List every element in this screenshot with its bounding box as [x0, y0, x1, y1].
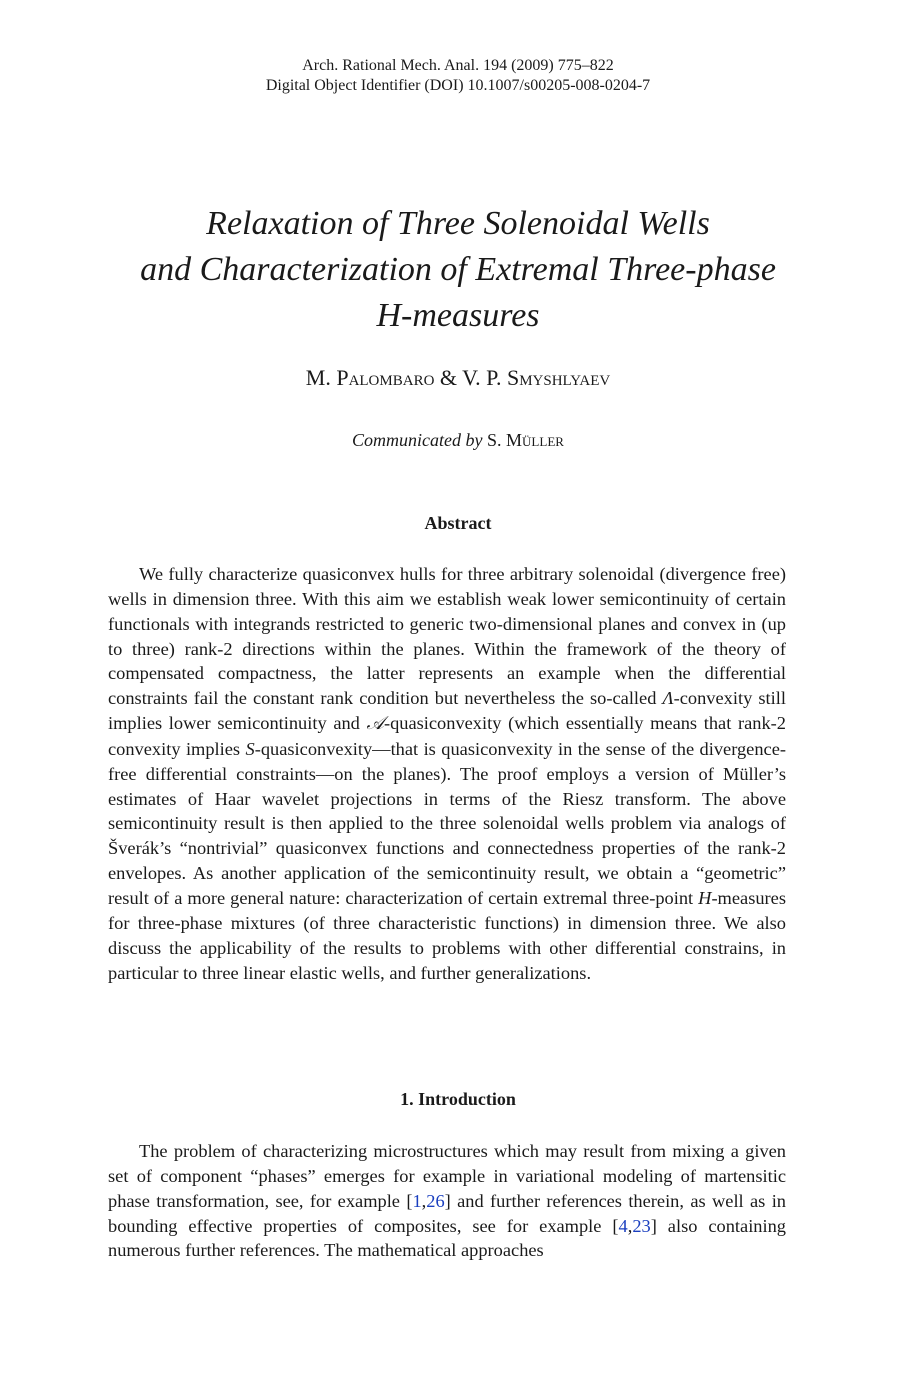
introduction-heading: 1. Introduction	[400, 1089, 516, 1109]
h-symbol: H	[698, 887, 712, 908]
lambda-symbol: Λ	[662, 688, 674, 709]
citation-link-1[interactable]: 1	[412, 1190, 422, 1211]
abstract-heading: Abstract	[424, 513, 492, 533]
s-symbol: S	[245, 738, 255, 759]
doi-line: Digital Object Identifier (DOI) 10.1007/s00205-008-0204-7	[265, 77, 651, 94]
title-line-2: and Characterization of Extremal Three-phase	[140, 251, 776, 288]
communicator-name: S. Müller	[487, 430, 564, 450]
script-a-symbol: 𝒜	[366, 713, 384, 735]
abstract-part-1: We fully characterize quasiconvex hulls for three arbitrary solenoidal (divergence free) wells in dimension three. With this aim we establish weak lower semicontinuity of certain functionals with integrands restricted to generic two-dimensional planes and convex in (up to three) rank-2 directions within the planes. Within the framework of the theory of compensated compactness, the latter represents an example when the differential constraints fail the constant rank condition but nevertheless the so-called	[108, 564, 786, 709]
journal-header	[0, 56, 916, 96]
abstract-part-3: -quasiconvexity (which essentially means that rank-2 convexity implies	[108, 713, 786, 759]
intro-part-1: The problem of characterizing microstructures which may result from mixing a given set of component “phases” emerges for example in variational modeling of martensitic phase transformation, see, for example [	[108, 1141, 786, 1211]
citation-separator: ,	[421, 1190, 427, 1211]
author-list: M. Palombaro & V. P. Smyshlyaev	[305, 365, 611, 390]
title-line-1: Relaxation of Three Solenoidal Wells	[206, 205, 710, 242]
communicated-by	[0, 428, 916, 452]
citation-link-4[interactable]: 4	[618, 1215, 628, 1236]
citation-link-23[interactable]: 23	[632, 1215, 651, 1236]
abstract-text	[108, 562, 786, 985]
paper-title	[80, 201, 836, 339]
communicated-label: Communicated by	[352, 430, 483, 450]
citation-line: Arch. Rational Mech. Anal. 194 (2009) 775–822	[302, 57, 614, 74]
citation-link-26[interactable]: 26	[426, 1190, 445, 1211]
title-line-3: H-measures	[376, 297, 540, 334]
introduction-text	[108, 1139, 786, 1263]
intro-part-3: ] also containing numerous further references. The mathematical approaches	[108, 1215, 786, 1261]
abstract-part-2: -convexity still implies lower semicontinuity and	[108, 688, 786, 734]
abstract-part-4: -quasiconvexity—that is quasiconvexity in the sense of the divergence-free differential constraints—on the planes). The proof employs a version of Müller’s estimates of Haar wavelet projections in terms of the Riesz transform. The above semicontinuity result is then applied to the three solenoidal wells problem via analogs of Šverák’s “nontrivial” quasiconvex functions and connectedness properties of the rank-2 envelopes. As another application of the semicontinuity result, we obtain a “geometric” result of a more general nature: characterization of certain extremal three-point	[108, 738, 786, 908]
citation-separator: ,	[627, 1215, 633, 1236]
intro-part-2: ] and further references therein, as well as in bounding effective properties of composites, see for example [	[108, 1190, 787, 1236]
abstract-part-5: -measures for three-phase mixtures (of three characteristic functions) in dimension three. We also discuss the applicability of the results to problems with other differential constrains, in particular to three linear elastic wells, and further generalizations.	[108, 887, 786, 983]
